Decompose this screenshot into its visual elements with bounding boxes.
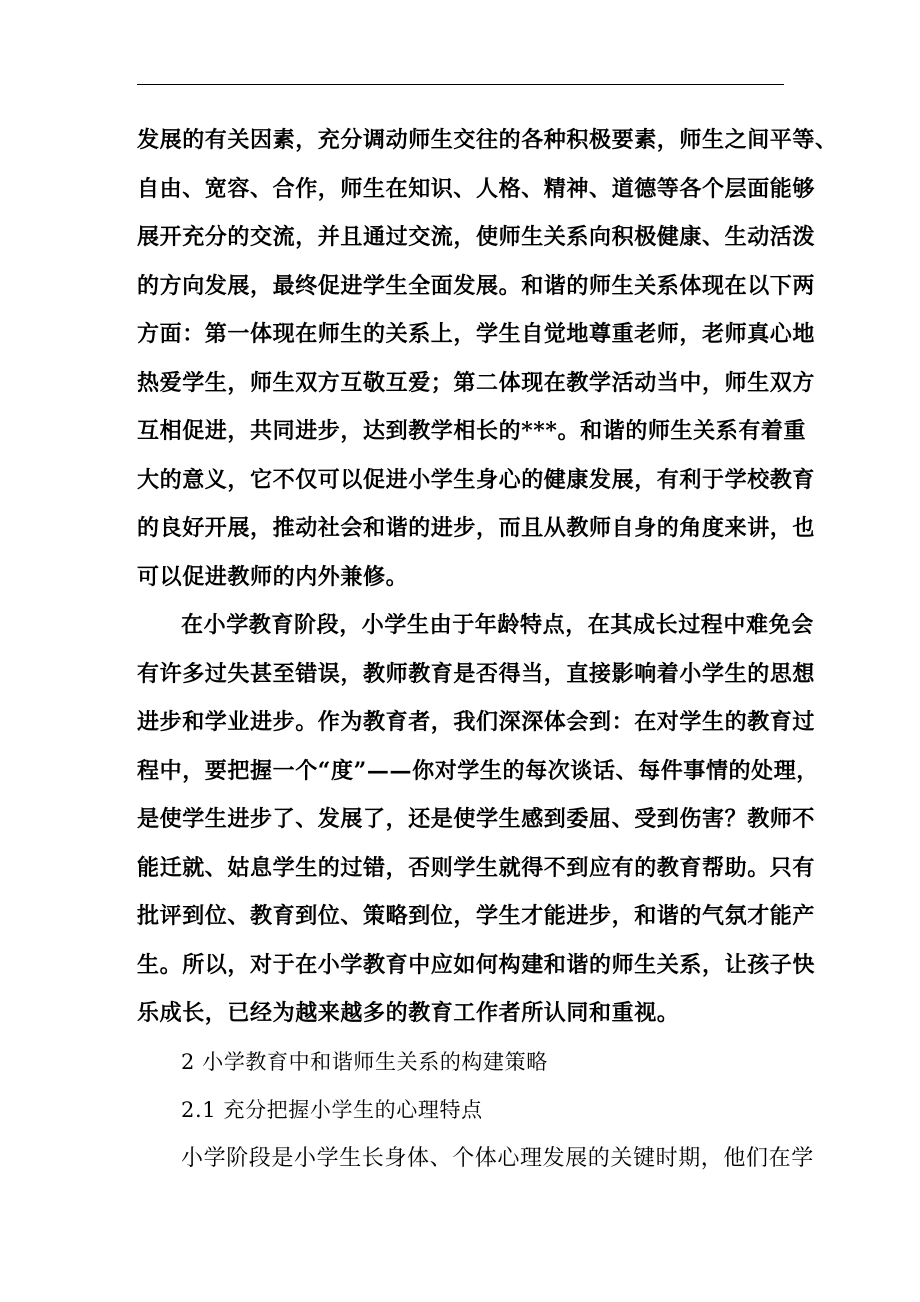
paragraph-line: 展开充分的交流，并且通过交流，使师生关系向积极健康、生动活泼 (137, 224, 816, 250)
header-rule (137, 84, 784, 85)
paragraph-line: 的方向发展，最终促进学生全面发展。和谐的师生关系体现在以下两 (137, 272, 816, 299)
section-heading: 2 小学教育中和谐师生关系的构建策略 (181, 1049, 548, 1074)
paragraph-line: 进步和学业进步。作为教育者，我们深深体会到：在对学生的教育过 (137, 709, 816, 735)
paragraph-line: 发展的有关因素，充分调动师生交往的各种积极要素，师生之间平等、 (137, 127, 838, 153)
paragraph-line: 生。所以，对于在小学教育中应如何构建和谐的师生关系，让孩子快 (137, 951, 816, 978)
document-body (137, 116, 838, 1183)
paragraph-line: 批评到位、教育到位、策略到位，学生才能进步，和谐的气氛才能产 (137, 903, 816, 929)
paragraph-line: 乐成长，已经为越来越多的教育工作者所认同和重视。 (137, 1000, 680, 1026)
paragraph-line: 热爱学生，师生双方互敬互爱；第二体现在教学活动当中，师生双方 (137, 369, 816, 396)
paragraph-line: 是使学生进步了、发展了，还是使学生感到委屈、受到伤害？教师不 (137, 806, 816, 832)
paragraph-line: 的良好开展，推动社会和谐的进步，而且从教师自身的角度来讲，也 (137, 515, 816, 541)
paragraph-line: 程中，要把握一个“度”——你对学生的每次谈话、每件事情的处理， (137, 757, 819, 784)
paragraph-line: 小学阶段是小学生长身体、个体心理发展的关键时期，他们在学 (181, 1145, 814, 1171)
paragraph-line: 有许多过失甚至错误，教师教育是否得当，直接影响着小学生的思想 (137, 660, 816, 687)
paragraph-line: 自由、宽容、合作，师生在知识、人格、精神、道德等各个层面能够 (137, 175, 816, 202)
paragraph-line: 能迁就、姑息学生的过错，否则学生就得不到应有的教育帮助。只有 (137, 854, 816, 881)
subsection-heading: 2.1 充分把握小学生的心理特点 (181, 1098, 483, 1122)
paragraph-line: 大的意义，它不仅可以促进小学生身心的健康发展，有利于学校教育 (137, 466, 816, 493)
paragraph-line: 互相促进，共同进步，达到教学相长的***。和谐的师生关系有着重 (137, 418, 807, 444)
paragraph-line: 方面：第一体现在师生的关系上，学生自觉地尊重老师，老师真心地 (137, 321, 816, 347)
paragraph-line: 在小学教育阶段，小学生由于年龄特点，在其成长过程中难免会 (181, 612, 814, 638)
paragraph-line: 可以促进教师的内外兼修。 (137, 563, 409, 590)
